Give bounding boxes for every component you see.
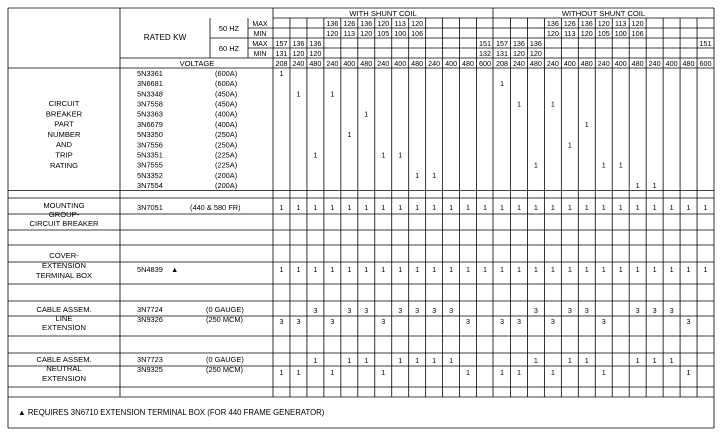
qty-mark: 3 (584, 306, 589, 315)
cable-desc: (0 GAUGE) (206, 305, 244, 314)
header-value: 151 (699, 39, 712, 48)
qty-mark: 1 (415, 203, 420, 212)
header-value: 105 (597, 29, 610, 38)
qty-mark: 1 (466, 265, 471, 274)
breaker-part-number: 5N3350 (137, 130, 163, 140)
header-value: 400 (665, 59, 678, 68)
header-value: 400 (445, 59, 458, 68)
qty-mark: 1 (296, 265, 301, 274)
section-label: CIRCUIT BREAKER (29, 219, 99, 228)
section-label: NEUTRAL (46, 364, 82, 373)
qty-mark: 1 (499, 203, 504, 212)
header-value: 100 (614, 29, 627, 38)
qty-mark: 1 (381, 368, 386, 377)
qty-mark: 1 (364, 265, 369, 274)
min-label-60: MIN (253, 51, 267, 58)
qty-mark: 1 (686, 203, 691, 212)
qty-mark: 1 (550, 368, 555, 377)
qty-mark: 1 (398, 150, 403, 160)
qty-mark: 1 (618, 265, 623, 274)
qty-mark: 1 (516, 368, 521, 377)
header-value: 136 (580, 19, 593, 28)
header-value: 120 (411, 19, 424, 28)
footnote: ▲ REQUIRES 3N6710 EXTENSION TERMINAL BOX (FOR 440 FRAME GENERATOR) (18, 408, 325, 417)
header-value: 400 (343, 59, 356, 68)
section-label: GROUP- (48, 210, 80, 219)
breaker-part-number: 3N7556 (137, 140, 163, 150)
qty-mark: 1 (567, 265, 572, 274)
header-value: 151 (479, 39, 492, 48)
qty-mark: 1 (449, 203, 454, 212)
qty-mark: 3 (516, 317, 521, 326)
qty-mark: 1 (364, 203, 369, 212)
qty-mark: 1 (347, 356, 352, 365)
qty-mark: 1 (313, 150, 318, 160)
qty-mark: 1 (398, 265, 403, 274)
breaker-part-number: 5N3361 (137, 68, 163, 78)
header-value: 136 (360, 19, 373, 28)
voltage-label: VOLTAGE (179, 59, 215, 68)
qty-mark: 1 (567, 203, 572, 212)
qty-mark: 1 (381, 265, 386, 274)
header-value: 208 (495, 59, 508, 68)
breaker-rating: (250A) (215, 140, 238, 150)
breaker-part-number: 3N7554 (137, 181, 163, 191)
header-value: 240 (512, 59, 525, 68)
qty-mark: 3 (550, 317, 555, 326)
header-value: 126 (343, 19, 356, 28)
breaker-part-number: 5N3351 (137, 150, 163, 160)
header-value: 157 (495, 39, 508, 48)
qty-mark: 1 (533, 203, 538, 212)
qty-mark: 1 (652, 181, 657, 191)
section-label: TERMINAL BOX (35, 271, 93, 280)
min-label-50: MIN (253, 31, 267, 38)
breaker-rating: (225A) (215, 150, 238, 160)
header-value: 136 (309, 39, 322, 48)
breaker-part-number: 5N3348 (137, 89, 163, 99)
qty-mark: 1 (533, 160, 538, 170)
header-value: 480 (682, 59, 695, 68)
header-value: 105 (377, 29, 390, 38)
header-value: 120 (377, 19, 390, 28)
hz50-label: 50 HZ (218, 24, 240, 33)
header-value: 120 (597, 19, 610, 28)
header-value: 480 (462, 59, 475, 68)
qty-mark: 1 (567, 140, 572, 150)
qty-mark: 1 (533, 356, 538, 365)
qty-mark: 1 (499, 79, 504, 89)
qty-mark: 3 (330, 317, 335, 326)
qty-mark: 1 (364, 356, 369, 365)
qty-mark: 1 (652, 203, 657, 212)
qty-mark: 1 (618, 203, 623, 212)
qty-mark: 1 (516, 203, 521, 212)
section-label: MOUNTING (43, 201, 85, 210)
qty-mark: 1 (618, 160, 623, 170)
section-label: AND (55, 140, 73, 150)
qty-mark: 3 (652, 306, 657, 315)
qty-mark: 1 (669, 356, 674, 365)
qty-mark: 3 (364, 306, 369, 315)
breaker-rating: (200A) (215, 181, 238, 191)
qty-mark: 1 (313, 203, 318, 212)
header-value: 240 (428, 59, 441, 68)
qty-mark: 1 (516, 265, 521, 274)
qty-mark: 1 (398, 356, 403, 365)
header-value: 120 (631, 19, 644, 28)
mounting-desc: (440 & 580 FR) (190, 203, 241, 212)
breaker-rating: (450A) (215, 89, 238, 99)
qty-mark: 1 (601, 368, 606, 377)
qty-mark: 3 (381, 317, 386, 326)
header-value: 240 (292, 59, 305, 68)
section-label: CABLE ASSEM. (36, 355, 92, 364)
qty-mark: 1 (330, 89, 335, 99)
qty-mark: 1 (669, 265, 674, 274)
header-value: 120 (512, 49, 525, 58)
qty-mark: 1 (584, 203, 589, 212)
breaker-rating: (250A) (215, 130, 238, 140)
header-value: 400 (614, 59, 627, 68)
qty-mark: 3 (567, 306, 572, 315)
qty-mark: 1 (398, 203, 403, 212)
header-value: 136 (512, 39, 525, 48)
qty-mark: 1 (652, 265, 657, 274)
section-label: EXTENSION (42, 261, 86, 270)
header-value: 480 (631, 59, 644, 68)
header-value: 120 (292, 49, 305, 58)
with-shunt-heading: WITH SHUNT COIL (349, 9, 417, 18)
cable-desc: (0 GAUGE) (206, 355, 244, 364)
breaker-part-number: 3N6679 (137, 119, 163, 129)
section-label: PART (54, 119, 74, 129)
qty-mark: 3 (313, 306, 318, 315)
qty-mark: 1 (703, 265, 708, 274)
section-label: CABLE ASSEM. (36, 305, 92, 314)
header-value: 126 (563, 19, 576, 28)
breaker-part-number: 3N7555 (137, 160, 163, 170)
qty-mark: 1 (550, 99, 555, 109)
header-value: 136 (529, 39, 542, 48)
header-value: 120 (546, 29, 559, 38)
section-label: NUMBER (47, 129, 81, 139)
qty-mark: 3 (279, 317, 284, 326)
header-value: 480 (580, 59, 593, 68)
breaker-part-number: 5N3352 (137, 170, 163, 180)
cable-desc: (250 MCM) (206, 365, 243, 374)
breaker-rating: (600A) (215, 79, 238, 89)
qty-mark: 1 (601, 265, 606, 274)
qty-mark: 1 (432, 203, 437, 212)
breaker-part-number: 3N7558 (137, 99, 163, 109)
qty-mark: 3 (296, 317, 301, 326)
qty-mark: 1 (584, 119, 589, 129)
qty-mark: 1 (415, 265, 420, 274)
header-value: 106 (631, 29, 644, 38)
header-value: 113 (564, 29, 576, 38)
header-value: 480 (529, 59, 542, 68)
qty-mark: 1 (483, 265, 488, 274)
qty-mark: 1 (567, 356, 572, 365)
qty-mark: 1 (635, 265, 640, 274)
qty-mark: 1 (533, 265, 538, 274)
section-label: EXTENSION (42, 374, 86, 383)
qty-mark: 3 (466, 317, 471, 326)
header-value: 136 (292, 39, 305, 48)
qty-mark: 1 (499, 265, 504, 274)
qty-mark: 1 (449, 265, 454, 274)
qty-mark: 1 (279, 203, 284, 212)
section-label: RATING (49, 160, 79, 170)
hz60-label: 60 HZ (218, 44, 240, 53)
breaker-rating: (450A) (215, 99, 238, 109)
rated-kw-label: RATED KW (143, 33, 187, 42)
qty-mark: 1 (584, 265, 589, 274)
header-value: 157 (275, 39, 288, 48)
qty-mark: 1 (296, 203, 301, 212)
section-label: COVER- (49, 251, 79, 260)
header-value: 100 (394, 29, 407, 38)
qty-mark: 1 (483, 203, 488, 212)
cable-part-number: 3N7724 (137, 305, 163, 314)
qty-mark: 3 (499, 317, 504, 326)
qty-mark: 1 (635, 356, 640, 365)
mounting-part-number: 3N7051 (137, 203, 163, 212)
breaker-rating: (400A) (215, 119, 238, 129)
header-value: 120 (529, 49, 542, 58)
header-value: 480 (360, 59, 373, 68)
qty-mark: 1 (279, 368, 284, 377)
qty-mark: 1 (347, 203, 352, 212)
qty-mark: 3 (432, 306, 437, 315)
qty-mark: 1 (584, 356, 589, 365)
header-value: 240 (377, 59, 390, 68)
max-label-50: MAX (252, 21, 268, 28)
qty-mark: 3 (686, 317, 691, 326)
qty-mark: 1 (432, 265, 437, 274)
cable-desc: (250 MCM) (206, 315, 243, 324)
header-value: 120 (326, 29, 339, 38)
cable-part-number: 3N9325 (137, 365, 163, 374)
section-label: LINE (55, 314, 73, 323)
qty-mark: 1 (703, 203, 708, 212)
breaker-rating: (200A) (215, 170, 238, 180)
qty-mark: 3 (669, 306, 674, 315)
qty-mark: 1 (601, 203, 606, 212)
section-label: TRIP (55, 150, 73, 160)
grid-lines (8, 8, 714, 428)
header-value: 400 (563, 59, 576, 68)
qty-mark: 1 (313, 265, 318, 274)
qty-mark: 3 (398, 306, 403, 315)
qty-mark: 1 (669, 203, 674, 212)
qty-mark: 1 (550, 265, 555, 274)
qty-mark: 1 (635, 181, 640, 191)
qty-mark: 1 (347, 130, 352, 140)
qty-mark: 1 (652, 356, 657, 365)
qty-mark: 1 (279, 68, 284, 78)
qty-mark: 1 (449, 356, 454, 365)
header-value: 120 (360, 29, 373, 38)
without-shunt-heading: WITHOUT SHUNT COIL (561, 9, 646, 18)
section-label: CIRCUIT (48, 99, 80, 108)
qty-mark: 1 (686, 368, 691, 377)
breaker-part-number: 3N6681 (137, 79, 163, 89)
qty-mark: 3 (601, 317, 606, 326)
qty-mark: 1 (432, 356, 437, 365)
qty-mark: 1 (432, 170, 437, 180)
qty-mark: 1 (635, 203, 640, 212)
qty-mark: 1 (330, 203, 335, 212)
qty-mark: 1 (499, 368, 504, 377)
section-label: EXTENSION (42, 323, 86, 332)
qty-mark: 1 (415, 170, 420, 180)
header-value: 132 (479, 49, 492, 58)
qty-mark: 1 (601, 160, 606, 170)
qty-mark: 1 (686, 265, 691, 274)
header-value: 113 (614, 19, 627, 28)
header-value: 480 (309, 59, 322, 68)
breaker-rating: (400A) (215, 109, 238, 119)
header-value: 240 (546, 59, 559, 68)
qty-mark: 1 (415, 356, 420, 365)
header-value: 113 (394, 19, 406, 28)
qty-mark: 1 (296, 89, 301, 99)
header-value: 136 (326, 19, 339, 28)
qty-mark: 1 (347, 265, 352, 274)
triangle-icon: ▲ (171, 265, 179, 274)
header-value: 480 (411, 59, 424, 68)
header-value: 208 (275, 59, 288, 68)
qty-mark: 1 (364, 109, 369, 119)
qty-mark: 3 (415, 306, 420, 315)
header-value: 400 (394, 59, 407, 68)
qty-mark: 1 (381, 203, 386, 212)
qty-mark: 3 (449, 306, 454, 315)
table-text (18, 9, 712, 417)
header-value: 240 (597, 59, 610, 68)
header-value: 131 (495, 49, 508, 58)
header-value: 240 (326, 59, 339, 68)
qty-mark: 1 (516, 99, 521, 109)
qty-mark: 3 (347, 306, 352, 315)
section-label: BREAKER (45, 109, 83, 119)
header-value: 120 (309, 49, 322, 58)
qty-mark: 1 (466, 203, 471, 212)
header-value: 600 (479, 59, 492, 68)
qty-mark: 3 (533, 306, 538, 315)
qty-mark: 1 (550, 203, 555, 212)
qty-mark: 1 (279, 265, 284, 274)
qty-mark: 1 (381, 150, 386, 160)
qty-mark: 1 (330, 265, 335, 274)
header-value: 106 (411, 29, 424, 38)
qty-mark: 3 (635, 306, 640, 315)
cable-part-number: 3N9326 (137, 315, 163, 324)
header-value: 120 (580, 29, 593, 38)
header-value: 136 (546, 19, 559, 28)
header-value: 240 (648, 59, 661, 68)
header-value: 113 (343, 29, 356, 38)
max-label-60: MAX (252, 41, 268, 48)
qty-mark: 1 (313, 356, 318, 365)
breaker-rating: (225A) (215, 160, 238, 170)
header-value: 131 (275, 49, 288, 58)
qty-mark: 1 (296, 368, 301, 377)
cover-part-number: 5N4839 (137, 265, 163, 274)
cable-part-number: 3N7723 (137, 355, 163, 364)
header-value: 600 (699, 59, 712, 68)
breaker-rating: (600A) (215, 68, 238, 78)
breaker-part-number: 5N3363 (137, 109, 163, 119)
qty-mark: 1 (466, 368, 471, 377)
qty-mark: 1 (330, 368, 335, 377)
